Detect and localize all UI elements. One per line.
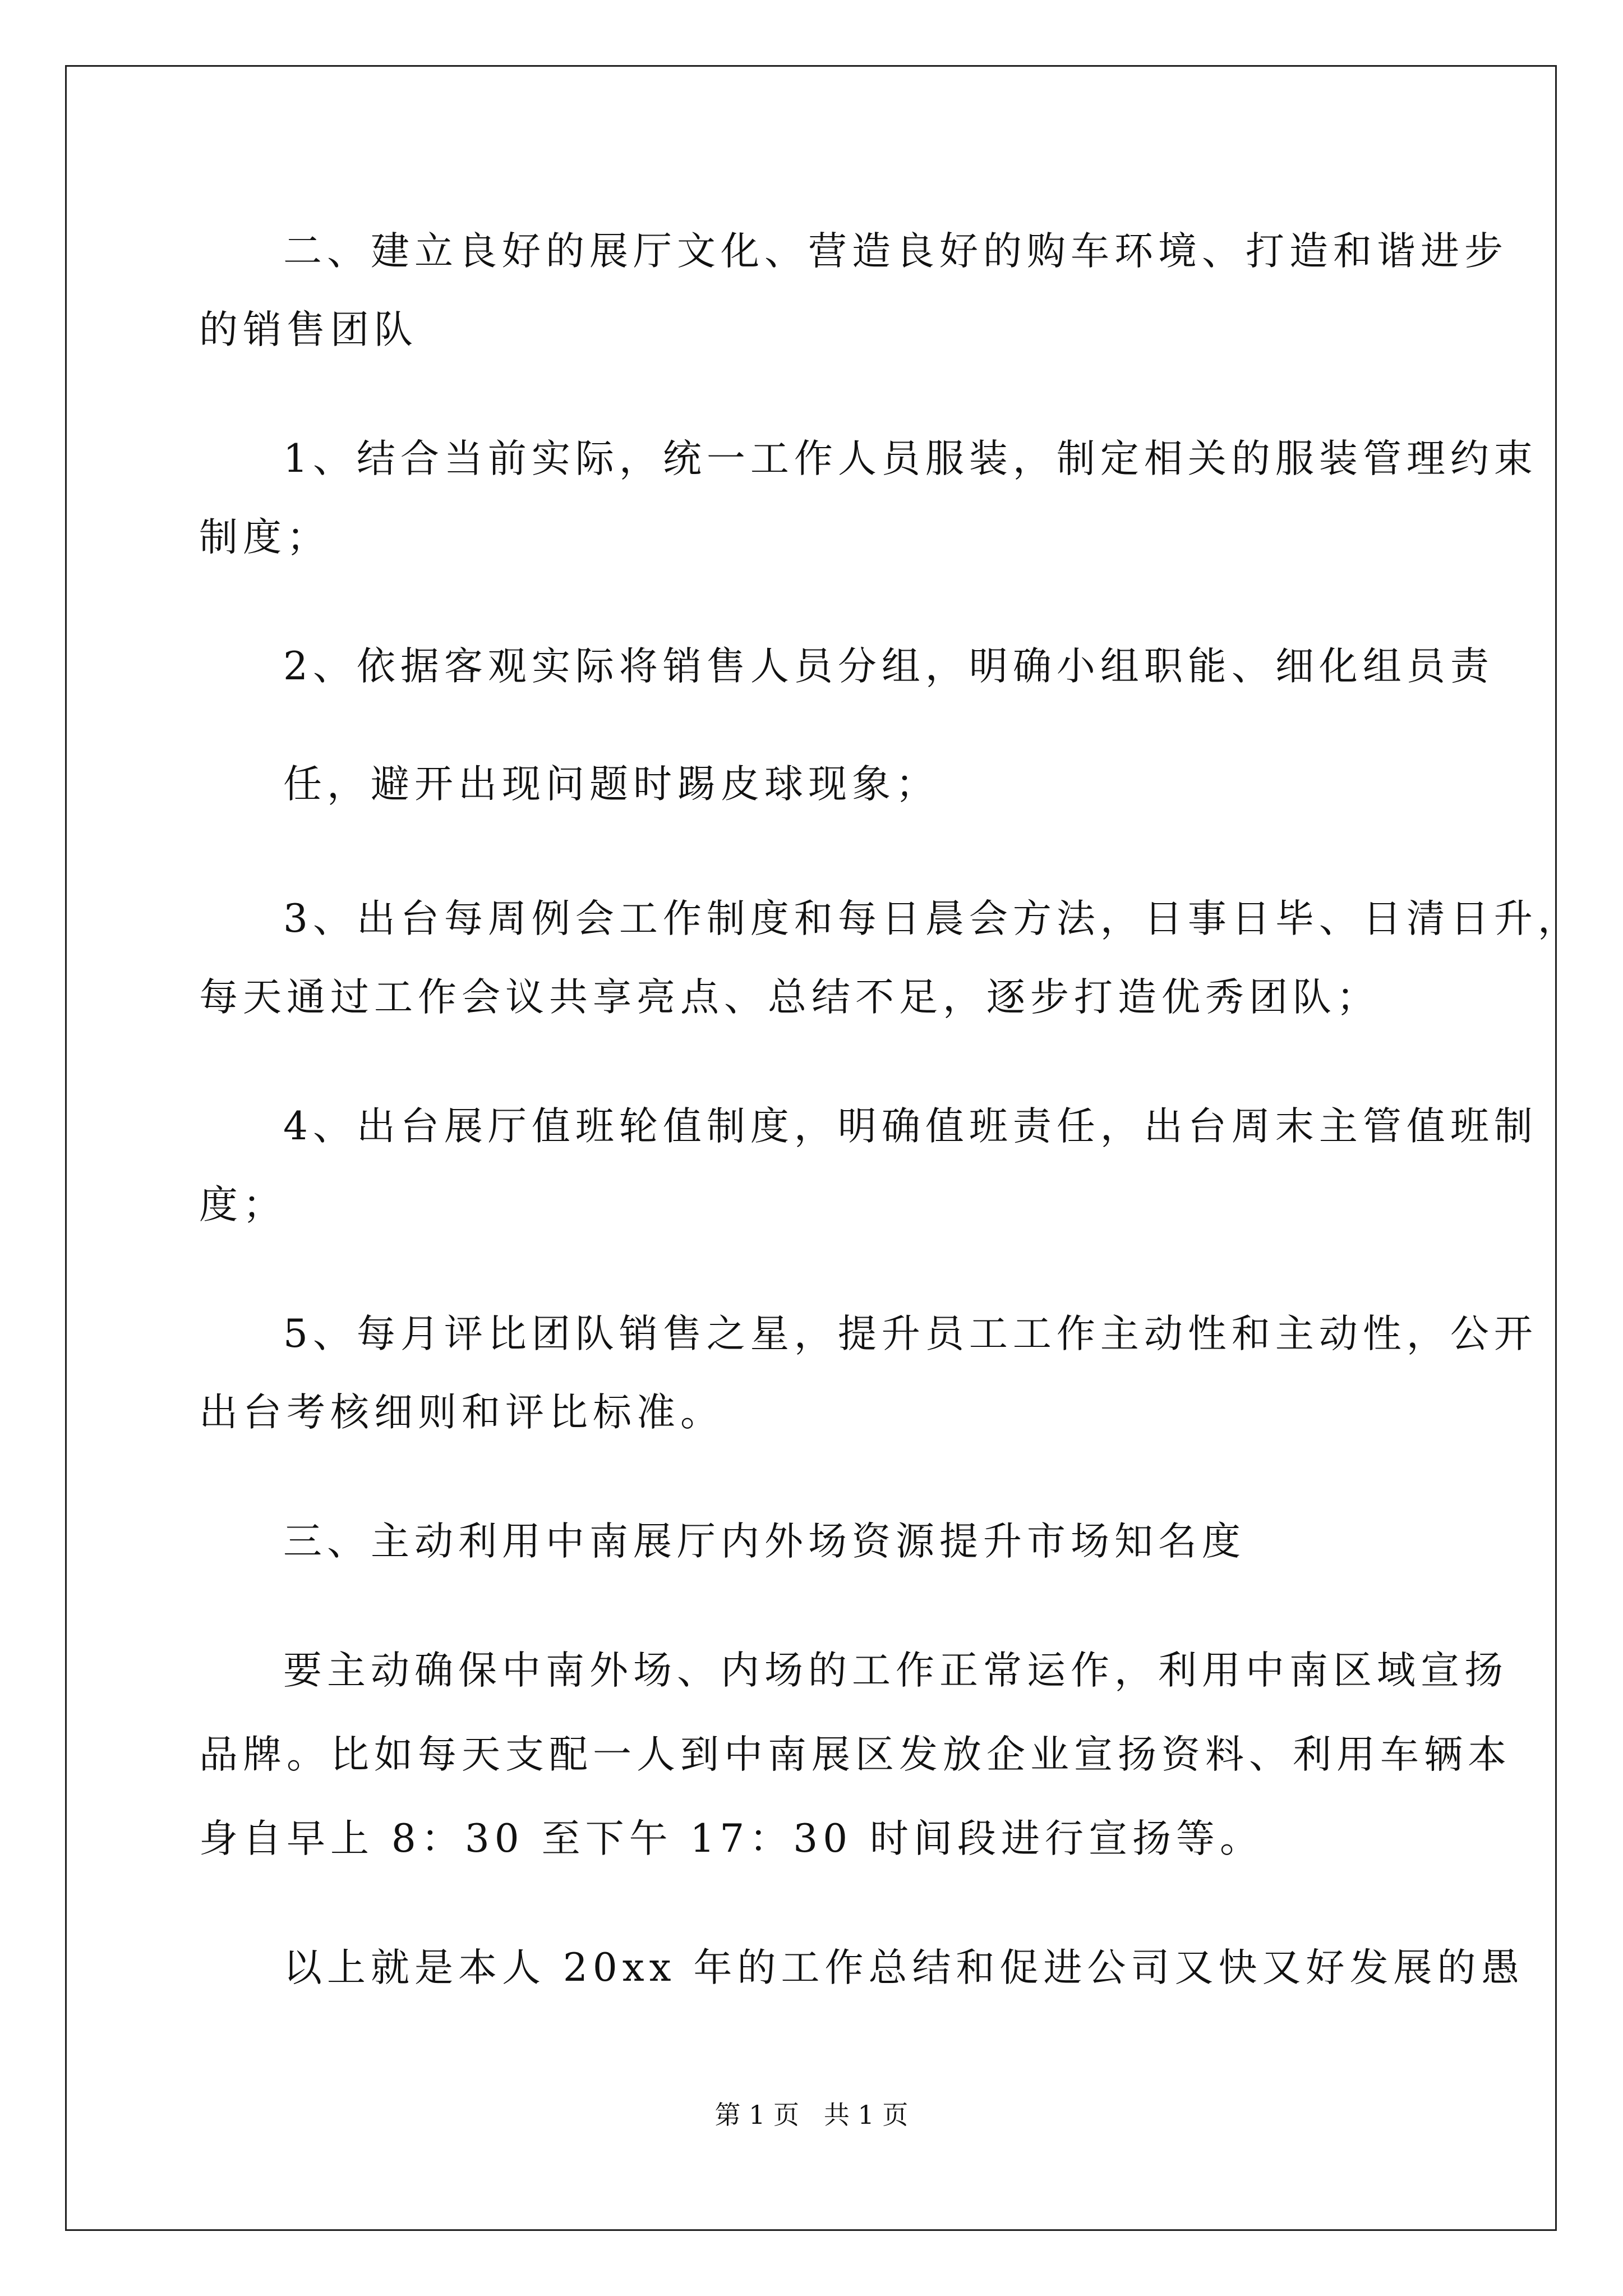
- item-3-line-2: 每天通过工作会议共享亮点、总结不足，逐步打造优秀团队；: [199, 975, 1380, 1020]
- section-heading-2-line-2: 的销售团队: [199, 307, 418, 352]
- closing-paragraph-line-1: 以上就是本人 20xx 年的工作总结和促进公司又快又好发展的愚: [283, 1945, 1525, 1990]
- section-heading-2-line-1: 二、建立良好的展厅文化、营造良好的购车环境、打造和谐进步: [283, 229, 1508, 274]
- paragraph-line-1: 要主动确保中南外场、内场的工作正常运作，利用中南区域宣扬: [283, 1648, 1508, 1693]
- item-3-line-1: 3、出台每周例会工作制度和每日晨会方法，日事日毕、日清日升，: [283, 896, 1581, 941]
- item-4-line-2: 度；: [199, 1182, 287, 1227]
- item-2-line-1: 2、依据客观实际将销售人员分组，明确小组职能、细化组员责: [283, 644, 1494, 689]
- page-number-footer: 第 1 页 共 1 页: [714, 2100, 909, 2130]
- item-5-line-1: 5、每月评比团队销售之星，提升员工工作主动性和主动性，公开: [283, 1312, 1538, 1356]
- paragraph-line-2: 品牌。比如每天支配一人到中南展区发放企业宣扬资料、利用车辆本: [199, 1732, 1511, 1777]
- item-5-line-2: 出台考核细则和评比标准。: [199, 1390, 724, 1435]
- section-heading-3: 三、主动利用中南展厅内外场资源提升市场知名度: [283, 1519, 1246, 1564]
- item-1-line-1: 1、结合当前实际，统一工作人员服装，制定相关的服装管理约束: [283, 436, 1538, 481]
- item-1-line-2: 制度；: [199, 515, 330, 560]
- item-4-line-1: 4、出台展厅值班轮值制度，明确值班责任，出台周末主管值班制: [283, 1104, 1538, 1149]
- paragraph-line-3: 身自早上 8：30 至下午 17：30 时间段进行宣扬等。: [199, 1816, 1264, 1861]
- item-2-line-2: 任，避开出现问题时踢皮球现象；: [283, 762, 939, 807]
